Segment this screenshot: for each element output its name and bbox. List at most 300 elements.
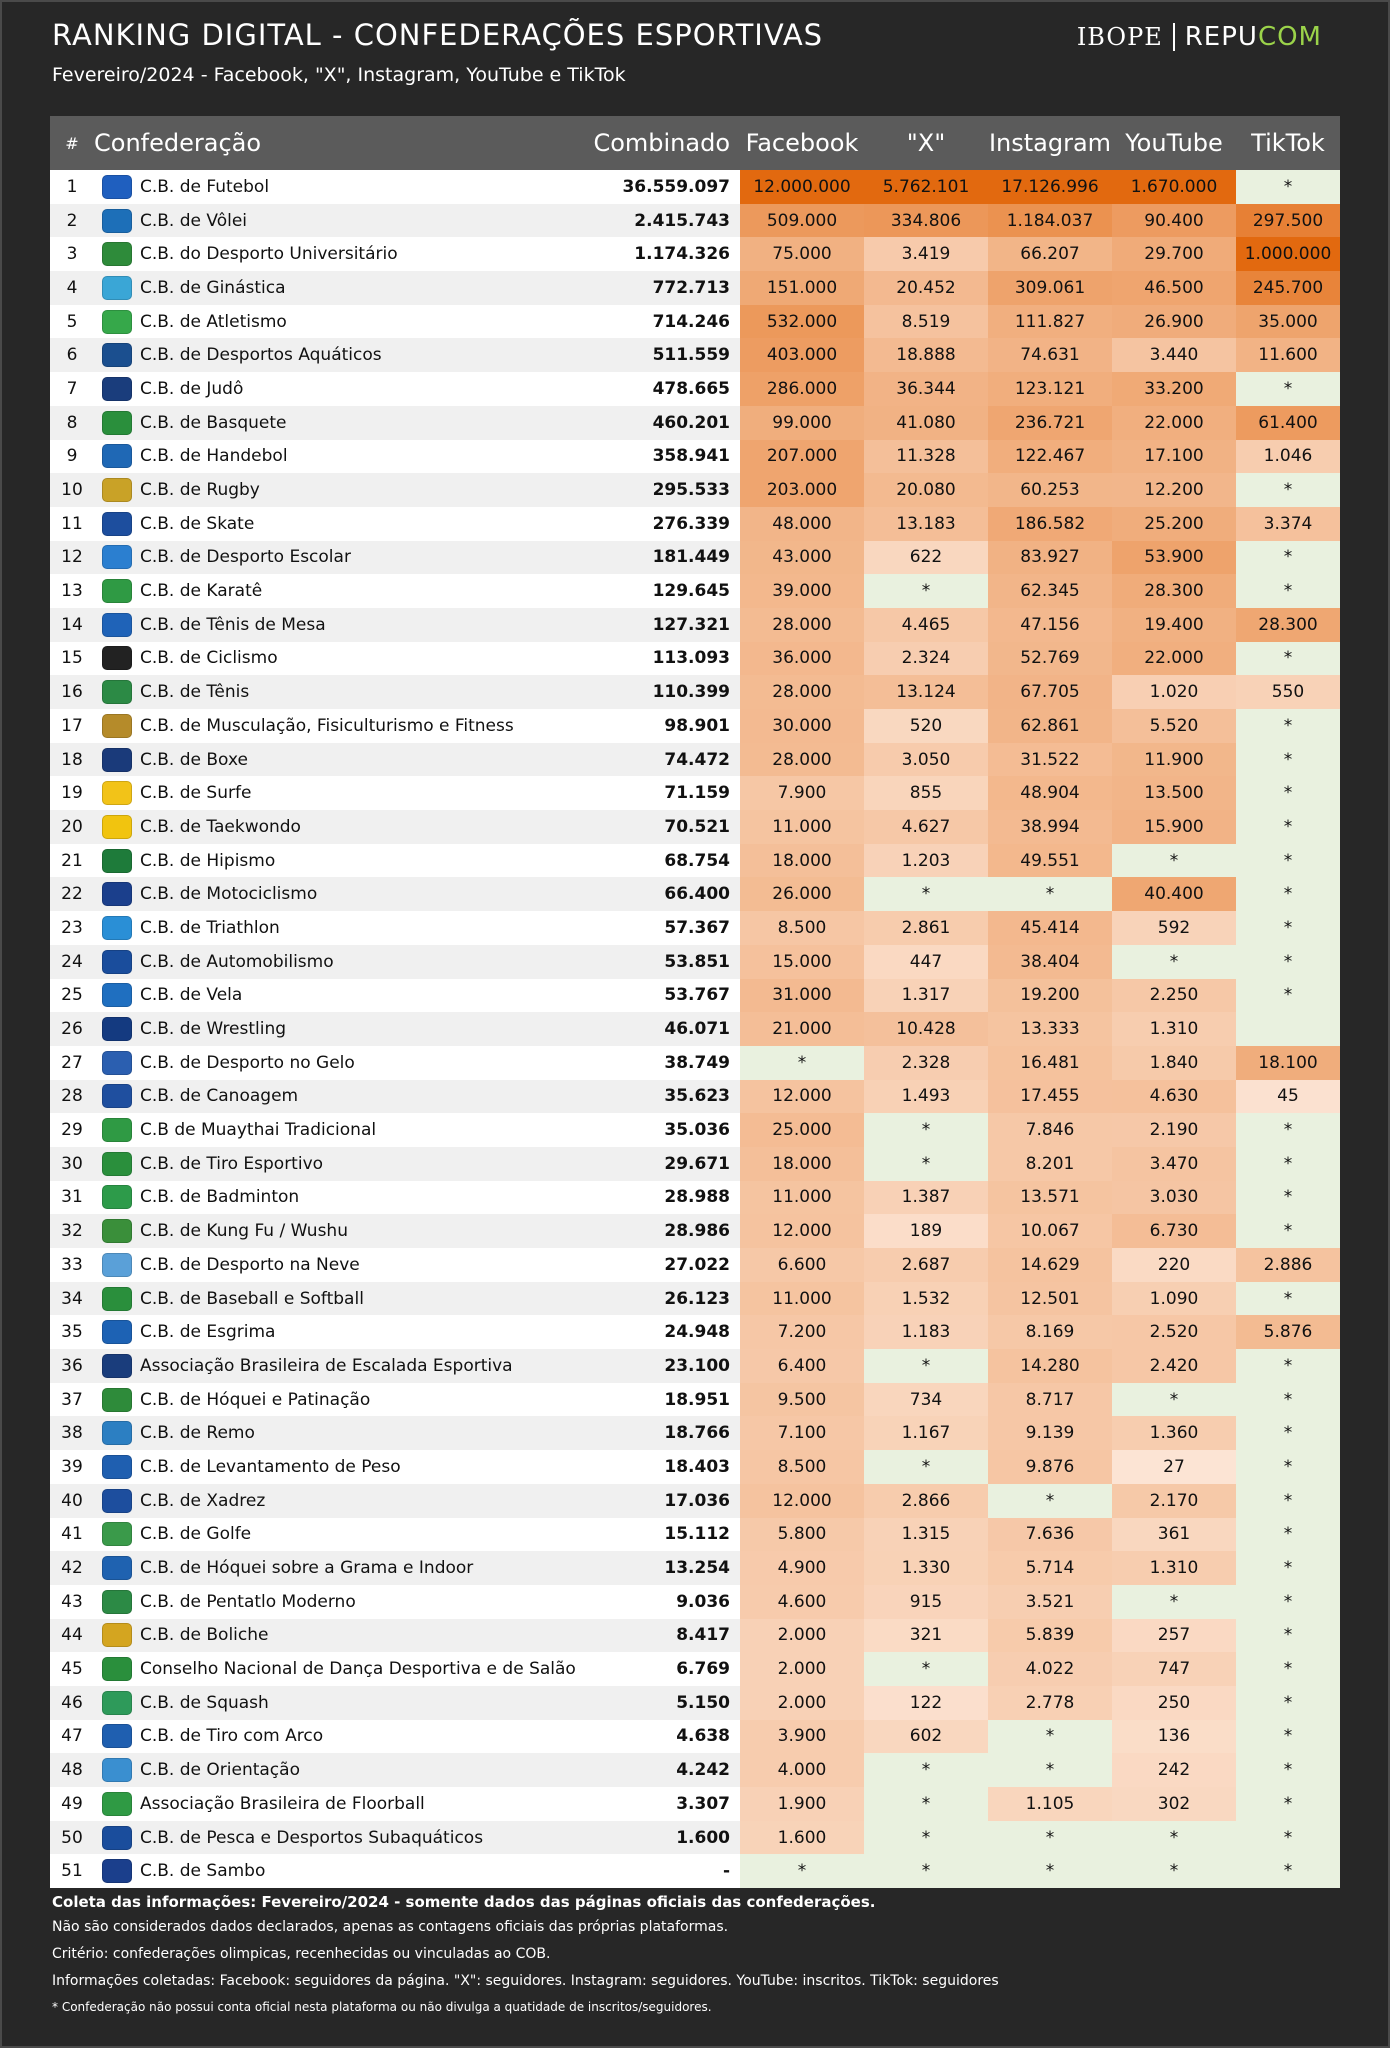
confederation-logo-icon [102,1792,132,1816]
table-row [50,1181,1340,1215]
rank-cell: 47 [50,1720,94,1754]
x-cell: 3.419 [864,237,988,271]
instagram-cell: 38.404 [988,945,1112,979]
logo-cell [94,204,140,238]
facebook-cell: 28.000 [740,675,864,709]
x-cell: 10.428 [864,1012,988,1046]
youtube-cell: 1.840 [1112,1046,1236,1080]
confederation-logo-icon [102,545,132,569]
tiktok-cell: 61.400 [1236,406,1340,440]
tiktok-cell: 245.700 [1236,271,1340,305]
combined-cell: 24.948 [590,1315,740,1349]
x-cell: * [864,1349,988,1383]
combined-cell: 295.533 [590,473,740,507]
combined-cell: 129.645 [590,574,740,608]
youtube-cell: 136 [1112,1720,1236,1754]
confederation-logo-icon [102,512,132,536]
x-cell: 189 [864,1214,988,1248]
rank-cell: 43 [50,1585,94,1619]
youtube-cell: 1.360 [1112,1416,1236,1450]
table-row [50,1113,1340,1147]
table-row [50,911,1340,945]
youtube-cell: 2.520 [1112,1315,1236,1349]
combined-cell: 70.521 [590,810,740,844]
logo-cell [94,1551,140,1585]
confederation-logo-icon [102,1590,132,1614]
youtube-cell: 26.900 [1112,305,1236,339]
table-row [50,1046,1340,1080]
instagram-cell: 8.201 [988,1147,1112,1181]
rank-cell: 10 [50,473,94,507]
instagram-cell: 83.927 [988,541,1112,575]
combined-cell: - [590,1854,740,1888]
table-row [50,1686,1340,1720]
facebook-cell: 8.500 [740,1450,864,1484]
youtube-cell: 22.000 [1112,406,1236,440]
tiktok-cell: * [1236,743,1340,777]
confederation-name-cell: C.B. de Golfe [140,1518,590,1552]
confederation-logo-icon [102,444,132,468]
confederation-name-cell: C.B. de Kung Fu / Wushu [140,1214,590,1248]
combined-cell: 714.246 [590,305,740,339]
facebook-cell: 30.000 [740,709,864,743]
x-cell: 622 [864,541,988,575]
confederation-logo-icon [102,882,132,906]
repucom-logo-com: COM [1257,22,1322,52]
table-row [50,1315,1340,1349]
instagram-cell: 1.105 [988,1787,1112,1821]
instagram-cell: 10.067 [988,1214,1112,1248]
confederation-name-cell: C.B. de Surfe [140,776,590,810]
confederation-logo-icon [102,310,132,334]
confederation-name-cell: C.B. de Squash [140,1686,590,1720]
confederation-name-cell: C.B. de Rugby [140,473,590,507]
confederation-name-cell: C.B. de Esgrima [140,1315,590,1349]
rank-cell: 9 [50,440,94,474]
confederation-name-cell: C.B. de Tênis de Mesa [140,608,590,642]
logo-cell [94,1012,140,1046]
youtube-cell: 2.250 [1112,979,1236,1013]
rank-cell: 50 [50,1821,94,1855]
table-row [50,1147,1340,1181]
instagram-cell: 31.522 [988,743,1112,777]
x-cell: 2.866 [864,1484,988,1518]
combined-cell: 98.901 [590,709,740,743]
confederation-logo-icon [102,714,132,738]
rank-cell: 15 [50,642,94,676]
instagram-cell: 8.717 [988,1383,1112,1417]
combined-cell: 29.671 [590,1147,740,1181]
logo-cell [94,1450,140,1484]
confederation-logo-icon [102,1859,132,1883]
confederation-name-cell: C.B. de Orientação [140,1753,590,1787]
combined-cell: 28.986 [590,1214,740,1248]
tiktok-cell: * [1236,1450,1340,1484]
confederation-name-cell: Conselho Nacional de Dança Desportiva e de Salão [140,1652,590,1686]
instagram-cell: 74.631 [988,338,1112,372]
x-cell: 13.183 [864,507,988,541]
instagram-cell: 45.414 [988,911,1112,945]
combined-cell: 38.749 [590,1046,740,1080]
table-row [50,1248,1340,1282]
youtube-cell: 747 [1112,1652,1236,1686]
rank-cell: 16 [50,675,94,709]
table-row [50,675,1340,709]
instagram-cell: 62.861 [988,709,1112,743]
youtube-cell: 13.500 [1112,776,1236,810]
rank-cell: 6 [50,338,94,372]
combined-cell: 36.559.097 [590,170,740,204]
rank-cell: 23 [50,911,94,945]
tiktok-cell: 2.886 [1236,1248,1340,1282]
x-cell: * [864,1787,988,1821]
rank-cell: 44 [50,1619,94,1653]
header-tiktok: TikTok [1236,116,1340,170]
facebook-cell: 12.000.000 [740,170,864,204]
table-row [50,574,1340,608]
confederation-logo-icon [102,209,132,233]
x-cell: * [864,1113,988,1147]
logo-cell [94,1214,140,1248]
youtube-cell: 5.520 [1112,709,1236,743]
tiktok-cell: * [1236,877,1340,911]
tiktok-cell: * [1236,810,1340,844]
tiktok-cell: 3.374 [1236,507,1340,541]
youtube-cell: * [1112,1585,1236,1619]
header-facebook: Facebook [740,116,864,170]
table-row [50,1551,1340,1585]
confederation-name-cell: C.B. de Remo [140,1416,590,1450]
confederation-name-cell: C.B. de Ciclismo [140,642,590,676]
tiktok-cell: 550 [1236,675,1340,709]
confederation-logo-icon [102,1017,132,1041]
confederation-logo-icon [102,1388,132,1412]
confederation-name-cell: C.B. de Vela [140,979,590,1013]
tiktok-cell: 1.000.000 [1236,237,1340,271]
x-cell: 1.387 [864,1181,988,1215]
tiktok-cell: * [1236,170,1340,204]
rank-cell: 46 [50,1686,94,1720]
facebook-cell: 6.600 [740,1248,864,1282]
table-row [50,1720,1340,1754]
rank-cell: 38 [50,1416,94,1450]
tiktok-cell: * [1236,1484,1340,1518]
confederation-name-cell: C.B. de Motociclismo [140,877,590,911]
facebook-cell: 31.000 [740,979,864,1013]
combined-cell: 2.415.743 [590,204,740,238]
x-cell: 4.465 [864,608,988,642]
facebook-cell: 3.900 [740,1720,864,1754]
x-cell: 5.762.101 [864,170,988,204]
tiktok-cell: * [1236,1383,1340,1417]
table-row [50,1450,1340,1484]
confederation-logo-icon [102,1758,132,1782]
confederation-logo-icon [102,343,132,367]
facebook-cell: 18.000 [740,1147,864,1181]
youtube-cell: 40.400 [1112,877,1236,911]
table-row [50,608,1340,642]
table-row [50,1214,1340,1248]
facebook-cell: 11.000 [740,810,864,844]
facebook-cell: 15.000 [740,945,864,979]
instagram-cell: 62.345 [988,574,1112,608]
youtube-cell: 2.190 [1112,1113,1236,1147]
instagram-cell: 5.714 [988,1551,1112,1585]
youtube-cell: * [1112,1383,1236,1417]
confederation-name-cell: C.B. de Hóquei sobre a Grama e Indoor [140,1551,590,1585]
combined-cell: 57.367 [590,911,740,945]
logo-cell [94,1484,140,1518]
instagram-cell: 111.827 [988,305,1112,339]
instagram-cell: 66.207 [988,237,1112,271]
youtube-cell: 17.100 [1112,440,1236,474]
confederation-logo-icon [102,680,132,704]
confederation-logo-icon [102,983,132,1007]
confederation-name-cell: Associação Brasileira de Escalada Esportiva [140,1349,590,1383]
table-row [50,1518,1340,1552]
facebook-cell: * [740,1046,864,1080]
youtube-cell: 242 [1112,1753,1236,1787]
logo-divider [1173,23,1175,51]
rank-cell: 32 [50,1214,94,1248]
table-row [50,776,1340,810]
combined-cell: 127.321 [590,608,740,642]
confederation-logo-icon [102,1219,132,1243]
x-cell: 11.328 [864,440,988,474]
tiktok-cell: * [1236,541,1340,575]
confederation-name-cell: C.B. de Desporto na Neve [140,1248,590,1282]
facebook-cell: 2.000 [740,1619,864,1653]
x-cell: 602 [864,1720,988,1754]
youtube-cell: 1.090 [1112,1282,1236,1316]
facebook-cell: 4.000 [740,1753,864,1787]
table-header-row [50,116,1340,170]
confederation-name-cell: C.B. de Hóquei e Patinação [140,1383,590,1417]
tiktok-cell: * [1236,1518,1340,1552]
logo-cell [94,1720,140,1754]
x-cell: 1.493 [864,1080,988,1114]
x-cell: 1.317 [864,979,988,1013]
x-cell: 321 [864,1619,988,1653]
table-row [50,406,1340,440]
instagram-cell: 13.333 [988,1012,1112,1046]
logo-cell [94,1147,140,1181]
facebook-cell: 25.000 [740,1113,864,1147]
tiktok-cell: * [1236,473,1340,507]
logo-cell [94,642,140,676]
facebook-cell: 532.000 [740,305,864,339]
rank-cell: 27 [50,1046,94,1080]
youtube-cell: 12.200 [1112,473,1236,507]
facebook-cell: 48.000 [740,507,864,541]
footer-collection-note: Coleta das informações: Fevereiro/2024 - somente dados das páginas oficiais das confederações. [52,1893,876,1911]
tiktok-cell: 28.300 [1236,608,1340,642]
x-cell: 1.532 [864,1282,988,1316]
combined-cell: 4.638 [590,1720,740,1754]
table-row [50,1787,1340,1821]
logo-cell [94,709,140,743]
combined-cell: 1.174.326 [590,237,740,271]
tiktok-cell: 5.876 [1236,1315,1340,1349]
tiktok-cell: * [1236,1821,1340,1855]
rank-cell: 34 [50,1282,94,1316]
facebook-cell: * [740,1854,864,1888]
logo-cell [94,170,140,204]
rank-cell: 25 [50,979,94,1013]
rank-cell: 48 [50,1753,94,1787]
facebook-cell: 11.000 [740,1282,864,1316]
confederation-logo-icon [102,1320,132,1344]
instagram-cell: 5.839 [988,1619,1112,1653]
table-row [50,877,1340,911]
instagram-cell: 52.769 [988,642,1112,676]
confederation-logo-icon [102,1287,132,1311]
tiktok-cell: * [1236,1585,1340,1619]
confederation-name-cell: C.B. de Levantamento de Peso [140,1450,590,1484]
facebook-cell: 7.900 [740,776,864,810]
confederation-logo-icon [102,1522,132,1546]
table-row [50,1383,1340,1417]
table-row [50,305,1340,339]
footer-metrics-note: Informações coletadas: Facebook: seguidores da página. "X": seguidores. Instagram: seguidores. YouTube: inscritos. TikTok: seguidores [52,1973,999,1989]
instagram-cell: * [988,1821,1112,1855]
instagram-cell: 7.846 [988,1113,1112,1147]
tiktok-cell: * [1236,776,1340,810]
ranking-table [50,116,1340,1888]
confederation-logo-icon [102,849,132,873]
logo-cell [94,473,140,507]
confederation-name-cell: C.B de Muaythai Tradicional [140,1113,590,1147]
combined-cell: 181.449 [590,541,740,575]
x-cell: * [864,574,988,608]
x-cell: 18.888 [864,338,988,372]
table-row [50,372,1340,406]
combined-cell: 478.665 [590,372,740,406]
facebook-cell: 509.000 [740,204,864,238]
confederation-logo-icon [102,950,132,974]
table-row [50,979,1340,1013]
x-cell: 1.203 [864,844,988,878]
rank-cell: 13 [50,574,94,608]
youtube-cell: 257 [1112,1619,1236,1653]
table-row [50,473,1340,507]
table-row [50,1585,1340,1619]
rank-cell: 49 [50,1787,94,1821]
x-cell: 4.627 [864,810,988,844]
combined-cell: 18.766 [590,1416,740,1450]
rank-cell: 42 [50,1551,94,1585]
x-cell: 41.080 [864,406,988,440]
instagram-cell: 48.904 [988,776,1112,810]
tiktok-cell: 297.500 [1236,204,1340,238]
logo-cell [94,911,140,945]
rank-cell: 12 [50,541,94,575]
youtube-cell: * [1112,945,1236,979]
confederation-logo-icon [102,1489,132,1513]
logo-cell [94,237,140,271]
instagram-cell: * [988,877,1112,911]
logo-cell [94,271,140,305]
x-cell: 20.080 [864,473,988,507]
x-cell: 20.452 [864,271,988,305]
logo-cell [94,810,140,844]
rank-cell: 8 [50,406,94,440]
footer-criteria-note: Critério: confederações olimpicas, recenhecidas ou vinculadas ao COB. [52,1946,551,1962]
rank-cell: 11 [50,507,94,541]
instagram-cell: 13.571 [988,1181,1112,1215]
combined-cell: 13.254 [590,1551,740,1585]
combined-cell: 110.399 [590,675,740,709]
confederation-name-cell: C.B. de Automobilismo [140,945,590,979]
confederation-logo-icon [102,1556,132,1580]
combined-cell: 27.022 [590,1248,740,1282]
combined-cell: 53.851 [590,945,740,979]
instagram-cell: 67.705 [988,675,1112,709]
confederation-name-cell: C.B. de Badminton [140,1181,590,1215]
facebook-cell: 203.000 [740,473,864,507]
facebook-cell: 2.000 [740,1652,864,1686]
confederation-name-cell: C.B. de Desportos Aquáticos [140,338,590,372]
tiktok-cell: * [1236,1854,1340,1888]
tiktok-cell: * [1236,1214,1340,1248]
facebook-cell: 28.000 [740,743,864,777]
youtube-cell: 27 [1112,1450,1236,1484]
confederation-name-cell: C.B. de Vôlei [140,204,590,238]
table-row [50,338,1340,372]
table-row [50,1854,1340,1888]
tiktok-cell: * [1236,372,1340,406]
logo-cell [94,440,140,474]
logo-cell [94,1080,140,1114]
table-row [50,743,1340,777]
instagram-cell: 2.778 [988,1686,1112,1720]
tiktok-cell: * [1236,1181,1340,1215]
x-cell: * [864,1450,988,1484]
table-row [50,1349,1340,1383]
rank-cell: 17 [50,709,94,743]
confederation-logo-icon [102,1421,132,1445]
logo-cell [94,844,140,878]
footer-asterisk-note: * Confederação não possui conta oficial nesta plataforma ou não divulga a quatidade de inscritos/seguidores. [52,2000,712,2014]
ibope-logo: IBOPE [1076,23,1163,51]
youtube-cell: 1.310 [1112,1012,1236,1046]
facebook-cell: 12.000 [740,1214,864,1248]
instagram-cell: 17.455 [988,1080,1112,1114]
tiktok-cell: 1.046 [1236,440,1340,474]
youtube-cell: 1.670.000 [1112,170,1236,204]
instagram-cell: 7.636 [988,1518,1112,1552]
confederation-logo-icon [102,1826,132,1850]
confederation-logo-icon [102,1152,132,1176]
youtube-cell: 25.200 [1112,507,1236,541]
facebook-cell: 12.000 [740,1080,864,1114]
x-cell: 2.328 [864,1046,988,1080]
instagram-cell: 49.551 [988,844,1112,878]
confederation-logo-icon [102,1657,132,1681]
instagram-cell: 14.280 [988,1349,1112,1383]
confederation-name-cell: C.B. de Hipismo [140,844,590,878]
confederation-name-cell: C.B. de Karatê [140,574,590,608]
youtube-cell: 2.170 [1112,1484,1236,1518]
x-cell: 1.315 [864,1518,988,1552]
confederation-logo-icon [102,1185,132,1209]
tiktok-cell: * [1236,1652,1340,1686]
logo-cell [94,1787,140,1821]
brand-logos [1077,22,1322,52]
x-cell: 2.324 [864,642,988,676]
tiktok-cell: * [1236,1113,1340,1147]
logo-cell [94,338,140,372]
